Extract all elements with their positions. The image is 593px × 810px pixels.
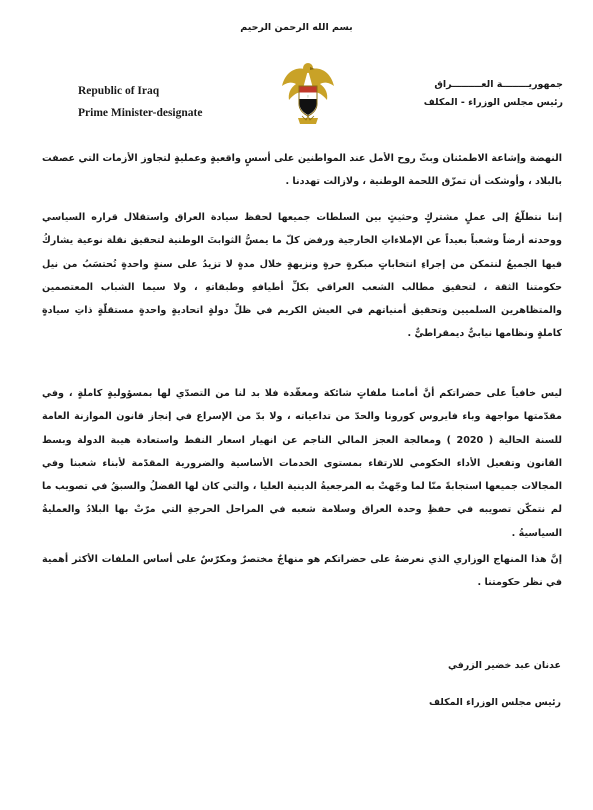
svg-text:ا: ا — [307, 94, 309, 99]
letterhead-arabic — [424, 76, 563, 112]
body-paragraph-1: النهضة وإشاعة الاطمئنان وبثّ روح الأمل عند المواطنين على أسسٍ واقعيةٍ وعمليةٍ لتجاوز الأزمات التي عصفت بالبلاد ، وأوشكت أن تمزّق اللحمة الوطنية ، ولازالت تهددنا . — [42, 153, 562, 188]
letterhead-english — [78, 80, 202, 124]
signatory-name: عدنان عبد خضير الزرفي — [447, 660, 561, 671]
letterhead-country-ar: جمهوريــــــــة العـــــــــراق — [434, 79, 563, 90]
body-paragraph-4: إنَّ هذا المنهاج الوزاري الذي نعرضهُ على حضراتكم هو منهاجٌ مختصرٌ ومكرّسٌ على أساس الملفات الأكثر أهمية في نظر حكومتنا . — [42, 554, 562, 589]
basmala-heading: بسم الله الرحمن الرحيم — [240, 22, 353, 33]
body-paragraph-2: إننا نتطلّعُ إلى عملٍ مشتركٍ وحثيثٍ بين السلطات جميعها لحفظ سيادة العراق واستقلال قراره السياسي ووحدته أرضاً وشعباً بعيداً عن الإملاءاتِ الخارجية ورفض كلّ ما يمسُّ الثوابتَ الوطنية لتحقيق نقلة نوعية يشاركُ فيها الجميعُ لنتمكن من إجراءِ انتخاباتٍ مبكرةٍ حرةٍ ونزيهةٍ خلال مدةٍ لا تزيدُ على سنةٍ واحدةٍ تُحتسَبُ من نيل حكومتنا الثقة ، لتحقيق مطالب الشعب العراقي بكلِّ أطيافهِ وطبقاتهِ ، ولا سيما الشباب المعتصمين والمتظاهرين السلميين وتحقيق أمنياتهم في العيش الكريم في ظلِّ دولةٍ اتحاديةٍ واحدةٍ مستقلّةٍ ذاتِ سيادةٍ كاملةٍ ونظامها نيابيٌّ ديمقراطيٌّ . — [42, 212, 562, 340]
signatory-title: رئيس مجلس الوزراء المكلف — [428, 697, 561, 708]
letterhead-office-en: Prime Minister-designate — [78, 107, 203, 119]
letterhead-office-ar: رئيس مجلس الوزراء - المكلف — [423, 97, 563, 108]
letterhead-country-en: Republic of Iraq — [78, 85, 160, 97]
iraq-eagle-emblem-icon — [280, 56, 336, 128]
body-paragraph-3: ليس خافياً على حضراتكم أنَّ أمامنا ملفاتٍ شائكة ومعقّدة فلا بد لنا من التصدّي لها بمسؤوليةٍ كاملةٍ ، وفي مقدّمتها مواجهة وباء فايروس كورونا والحدّ من تداعياته ، ولا بدّ من الإسراع في إنجاز قانون الموازنة العامة للسنة الحالية ( 2020 ) ومعالجة العجز المالي الناجم عن انهيار اسعار النفط واستعادة هيبة الدولة وبسط القانون وتفعيل الأداء الحكومي للارتقاء بمستوى الخدمات الأساسية والضرورية المقدّمة لأبناء شعبنا وفي المجالات جميعها استجابةً منّا لما وجّهتْ به المرجعيةُ الدينية العليا ، والتي كان لها الفضلُ والسبقُ في تصويب ما لم نتمكّن تصويبه في حفظِ وحدة العراق وسلامة شعبه في المراحل الحرجةِ التي مرّتْ بها البلادُ والعمليةُ السياسيةُ . — [42, 388, 562, 539]
